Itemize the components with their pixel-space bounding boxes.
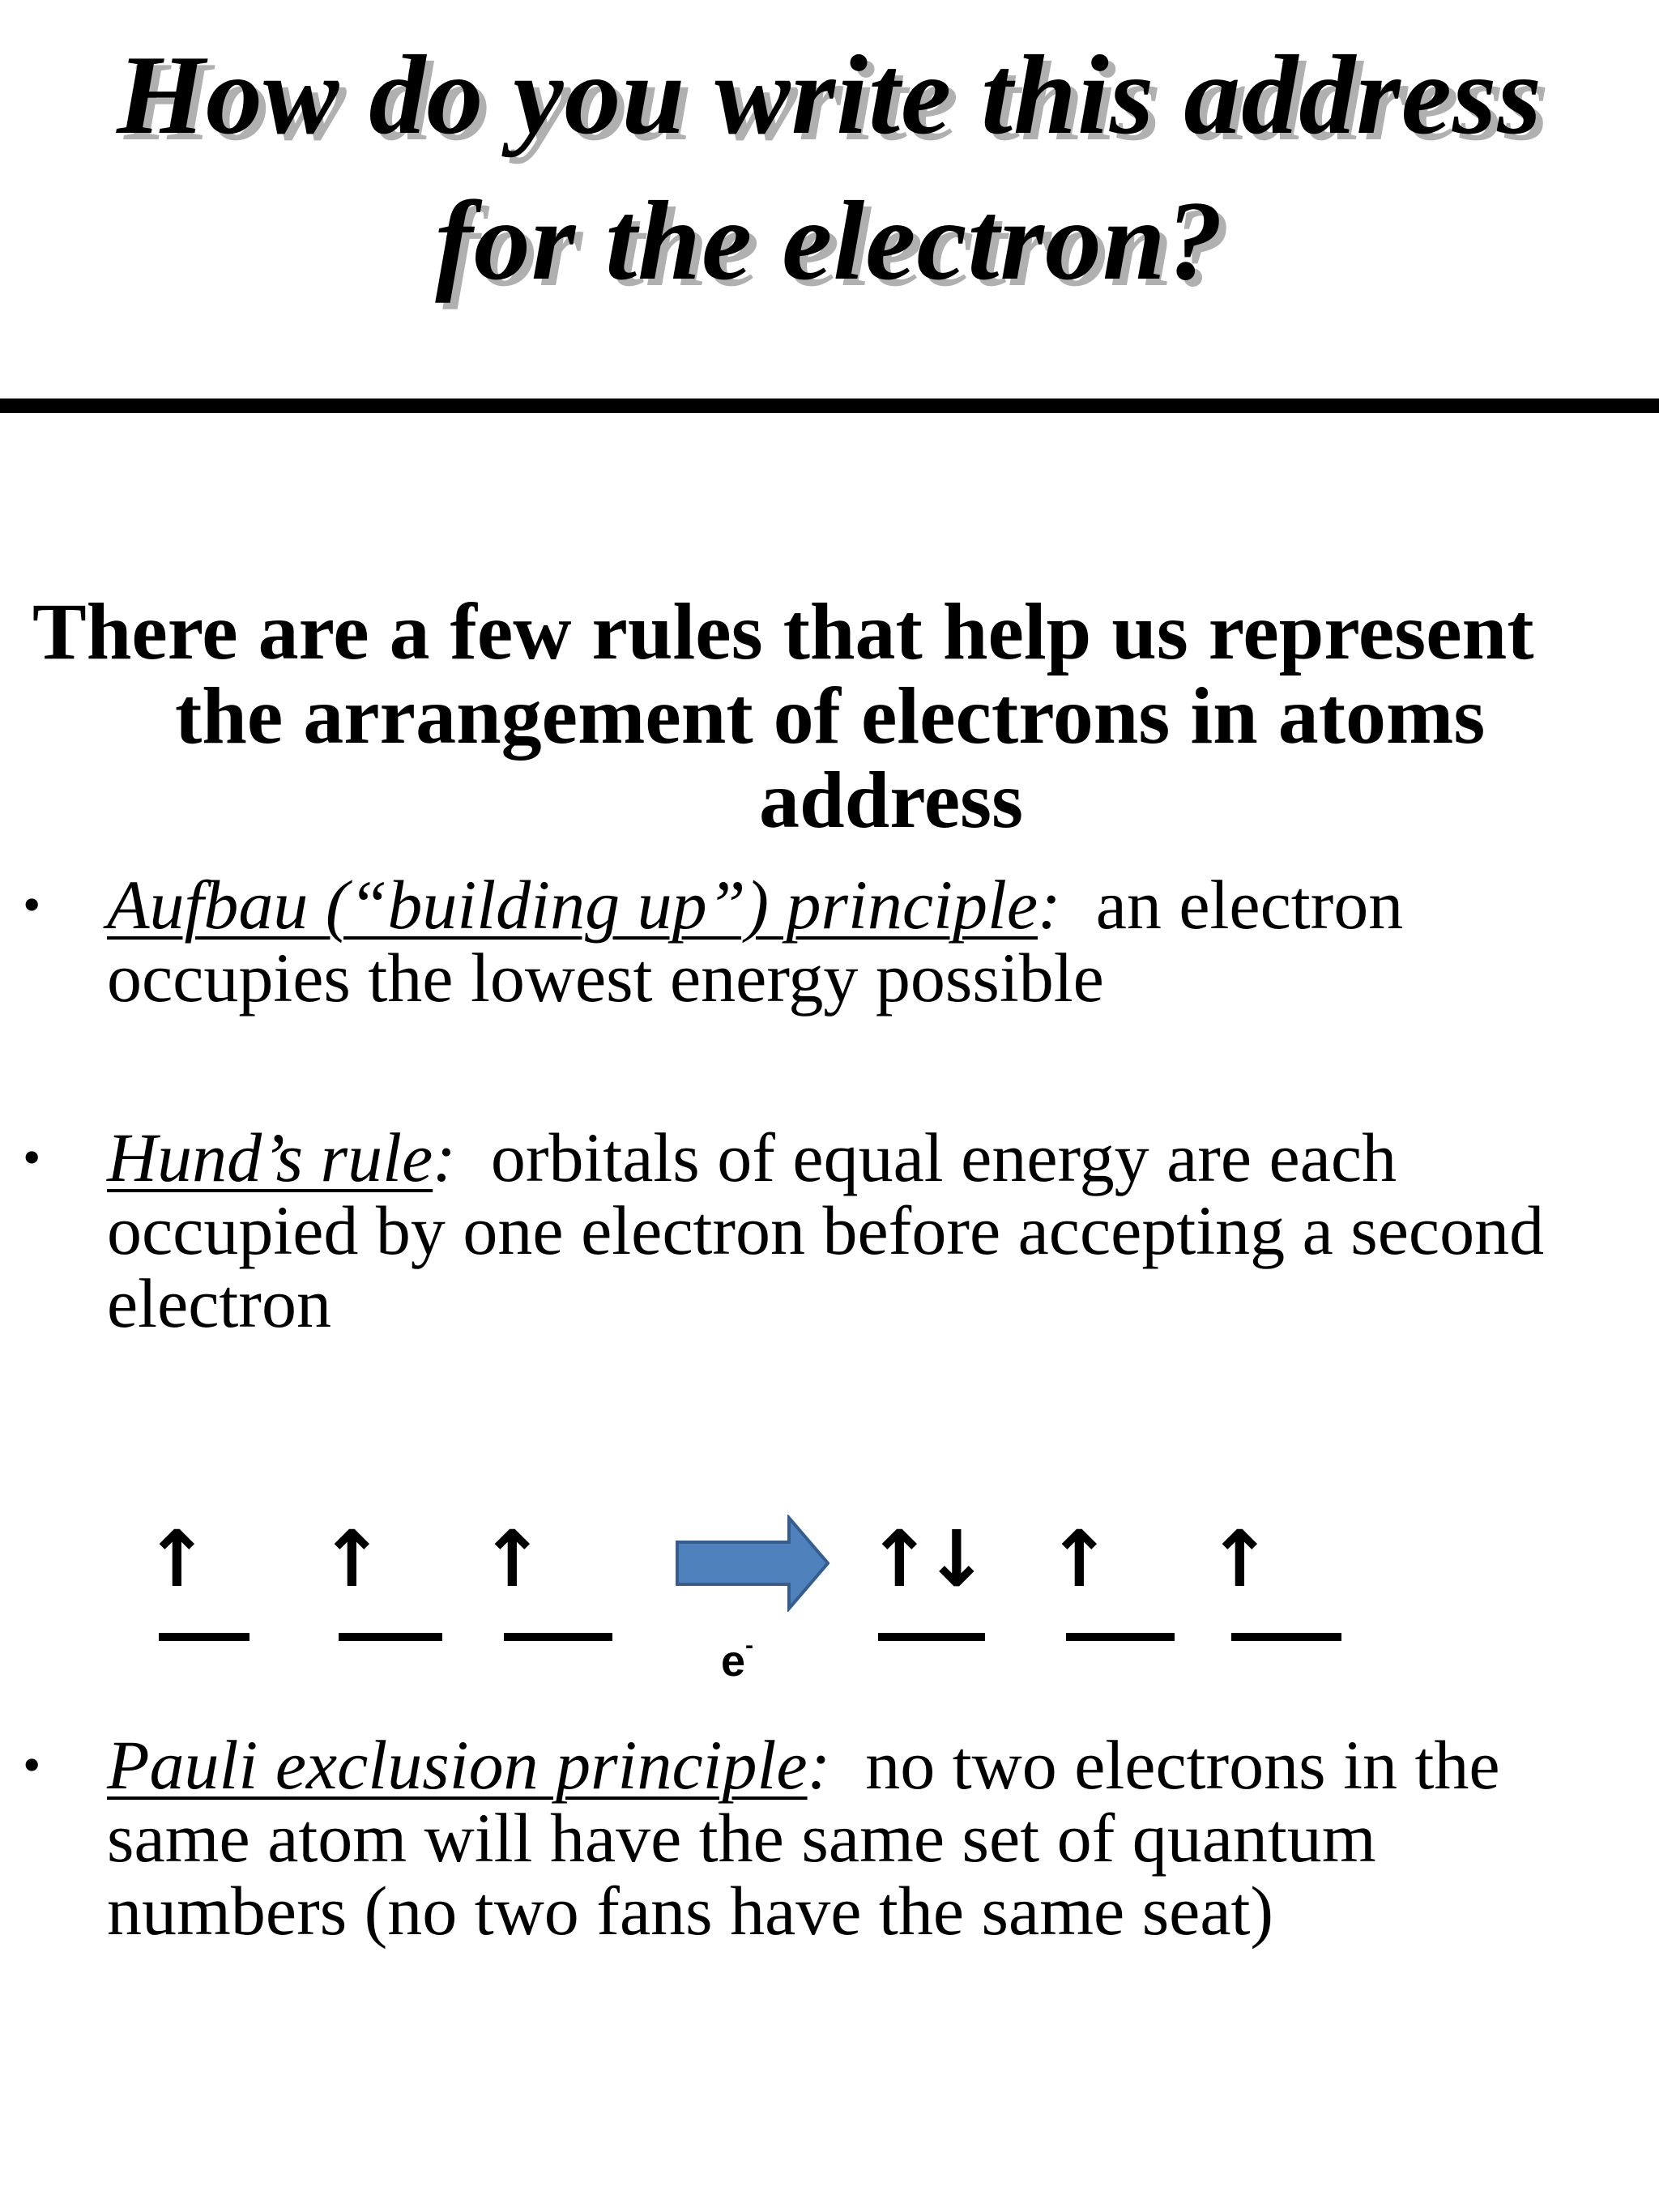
orbital-line (504, 1633, 612, 1641)
bullet-text (107, 1121, 1635, 1340)
orbital-after-3 (1207, 1515, 1328, 1669)
rule-colon: : (433, 1119, 456, 1196)
slide-title (0, 23, 1659, 314)
rule-term: Hund’s rule (107, 1119, 433, 1196)
spin-arrows: ↑ (1047, 1514, 1112, 1605)
orbital-line (1231, 1633, 1341, 1641)
electron-label (721, 1620, 753, 1687)
orbital-diagram (0, 1514, 1659, 1686)
orbital-line (159, 1633, 249, 1641)
title-line-2: for the electron? (435, 178, 1224, 304)
orbital-before-2 (319, 1515, 441, 1669)
section-heading (32, 586, 1636, 845)
bullet-pauli-exclusion (23, 1726, 1635, 1950)
orbital-line (339, 1633, 442, 1641)
rule-description-line-3: numbers (no two fans have the same seat) (107, 1872, 1274, 1950)
rule-description-line-3: electron (107, 1264, 331, 1342)
rule-term: Aufbau (“building up”) principle (107, 866, 1038, 944)
rule-description-line-1: orbitals of equal energy are each (490, 1119, 1397, 1196)
bullet-marker: • (23, 1736, 41, 1793)
rule-description-line-2: occupies the lowest energy possible (107, 939, 1104, 1016)
rule-description-line-1: no two electrons in the (865, 1726, 1500, 1804)
rule-description-line-1: an electron (1095, 866, 1404, 944)
orbital-line (1066, 1633, 1175, 1641)
rule-term: Pauli exclusion principle (107, 1726, 808, 1804)
bullet-marker: • (23, 876, 41, 933)
orbital-after-2 (1047, 1515, 1168, 1669)
bullet-marker: • (23, 1128, 41, 1186)
bullet-aufbau (23, 868, 1635, 1014)
rule-description-line-2: same atom will have the same set of quantum (107, 1799, 1376, 1877)
orbital-before-3 (480, 1515, 601, 1669)
title-line-1: How do you write this address (117, 32, 1542, 158)
spin-arrows: ↑ (1207, 1514, 1273, 1605)
spin-arrows: ↑ (480, 1514, 545, 1605)
heading-line-3: address (758, 755, 1024, 845)
transition-arrow-icon (676, 1515, 830, 1612)
electron-symbol: e (721, 1637, 746, 1686)
bullet-hunds-rule (23, 1121, 1635, 1340)
orbital-line (878, 1633, 985, 1641)
heading-line-1: There are a few rules that help us represent (32, 586, 1534, 676)
rule-colon: : (807, 1726, 831, 1804)
rule-colon: : (1038, 866, 1061, 944)
orbital-after-1 (867, 1515, 1004, 1669)
electron-charge: - (745, 1632, 754, 1659)
orbital-before-1 (143, 1515, 264, 1669)
bullet-text (107, 868, 1635, 1014)
spin-arrows: ↑ (144, 1514, 210, 1605)
title-divider (0, 399, 1659, 413)
rule-description-line-2: occupied by one electron before accepting a second (107, 1191, 1545, 1269)
bullet-text (107, 1726, 1635, 1950)
spin-arrows: ↑ (319, 1514, 385, 1605)
heading-line-2: the arrangement of electrons in atoms (175, 671, 1486, 761)
spin-arrows: ↑↓ (867, 1514, 981, 1605)
